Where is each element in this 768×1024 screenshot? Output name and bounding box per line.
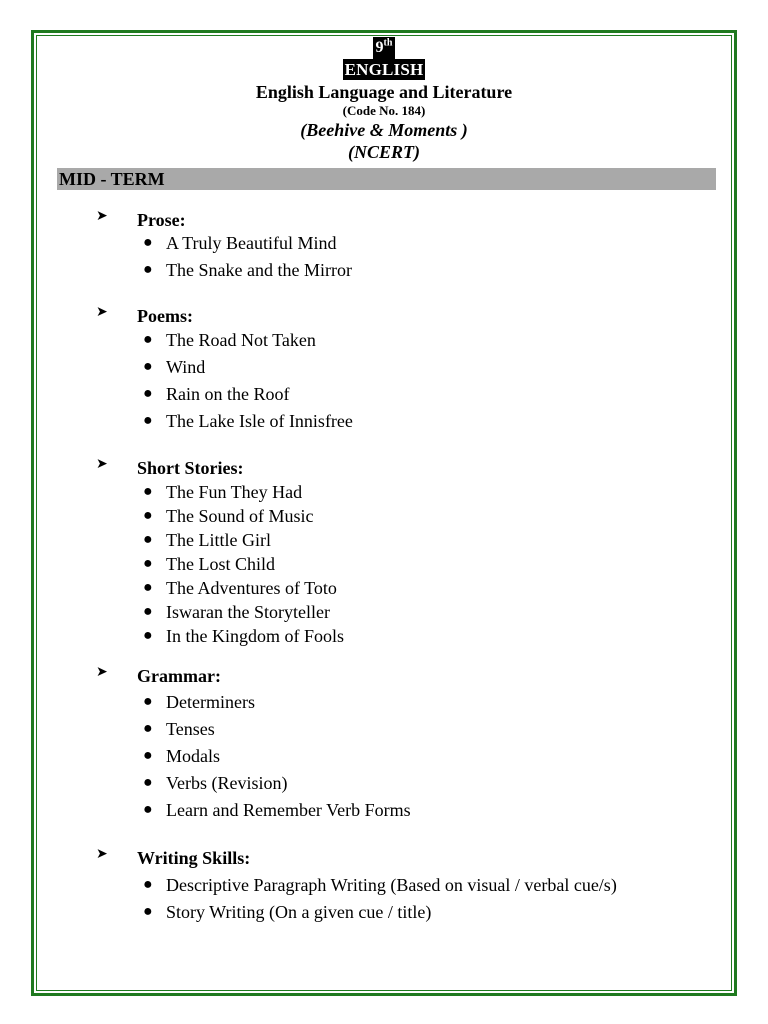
arrow-bullet-icon: ➤ xyxy=(96,847,108,862)
list-item xyxy=(0,691,768,718)
arrow-bullet-icon: ➤ xyxy=(96,665,108,680)
section-title: Prose: xyxy=(137,210,186,230)
list-item xyxy=(0,383,768,410)
list-item xyxy=(0,356,768,383)
class-badge xyxy=(373,37,396,59)
bullet-icon: ● xyxy=(143,555,153,572)
list-item-text: Tenses xyxy=(166,719,215,739)
list-item-text: The Snake and the Mirror xyxy=(166,260,352,280)
section-title: Grammar: xyxy=(137,666,221,686)
list-item xyxy=(0,481,768,505)
list-item-text: In the Kingdom of Fools xyxy=(166,626,344,646)
term-heading: MID - TERM xyxy=(57,168,716,190)
bullet-icon: ● xyxy=(143,903,153,920)
arrow-bullet-icon: ➤ xyxy=(96,209,108,224)
list-item-text: The Adventures of Toto xyxy=(166,578,337,598)
list-item-text: The Fun They Had xyxy=(166,482,303,502)
list-item xyxy=(0,259,768,281)
course-title: English Language and Literature xyxy=(255,82,513,102)
list-item-text: Verbs (Revision) xyxy=(166,773,288,793)
list-item xyxy=(0,410,768,432)
section-title: Writing Skills: xyxy=(137,848,251,868)
bullet-icon: ● xyxy=(143,603,153,620)
bullet-icon: ● xyxy=(143,876,153,893)
bullet-icon: ● xyxy=(143,507,153,524)
bullet-icon: ● xyxy=(143,693,153,710)
section-title: Poems: xyxy=(137,306,193,326)
list-item xyxy=(0,799,768,821)
bullet-icon: ● xyxy=(143,627,153,644)
class-suffix: th xyxy=(383,37,393,49)
list-item-text: Rain on the Roof xyxy=(166,384,290,404)
list-item-text: Descriptive Paragraph Writing (Based on visual / verbal cue/s) xyxy=(166,875,617,895)
subject-badge: ENGLISH xyxy=(344,60,424,79)
list-item-text: Wind xyxy=(166,357,206,377)
list-item-text: Learn and Remember Verb Forms xyxy=(166,800,411,820)
list-item xyxy=(0,232,768,259)
list-item xyxy=(0,529,768,553)
section-poems xyxy=(0,305,768,432)
section-short-stories xyxy=(0,457,768,647)
bullet-icon: ● xyxy=(143,358,153,375)
board-name: (NCERT) xyxy=(348,142,420,162)
section-grammar xyxy=(0,665,768,821)
bullet-icon: ● xyxy=(143,234,153,251)
section-title: Short Stories: xyxy=(137,458,244,478)
arrow-bullet-icon: ➤ xyxy=(96,305,108,320)
bullet-icon: ● xyxy=(143,331,153,348)
list-item-text: The Lost Child xyxy=(166,554,275,574)
list-item-text: Iswaran the Storyteller xyxy=(166,602,330,622)
bullet-icon: ● xyxy=(143,720,153,737)
list-item xyxy=(0,772,768,799)
list-item-text: Modals xyxy=(166,746,220,766)
bullet-icon: ● xyxy=(143,531,153,548)
list-item-text: Determiners xyxy=(166,692,255,712)
list-item-text: The Sound of Music xyxy=(166,506,314,526)
bullet-icon: ● xyxy=(143,385,153,402)
class-number: 9 xyxy=(375,39,384,56)
list-item xyxy=(0,745,768,772)
list-item xyxy=(0,718,768,745)
list-item-text: Story Writing (On a given cue / title) xyxy=(166,902,432,922)
textbook-names: (Beehive & Moments ) xyxy=(300,120,468,140)
section-prose xyxy=(0,209,768,281)
bullet-icon: ● xyxy=(143,579,153,596)
list-item xyxy=(0,901,768,923)
list-item xyxy=(0,505,768,529)
list-item xyxy=(0,329,768,356)
bullet-icon: ● xyxy=(143,412,153,429)
bullet-icon: ● xyxy=(143,261,153,278)
bullet-icon: ● xyxy=(143,747,153,764)
bullet-icon: ● xyxy=(143,774,153,791)
list-item-text: The Lake Isle of Innisfree xyxy=(166,411,353,431)
list-item xyxy=(0,577,768,601)
list-item xyxy=(0,553,768,577)
document-header xyxy=(0,37,768,163)
list-item-text: The Road Not Taken xyxy=(166,330,316,350)
bullet-icon: ● xyxy=(143,483,153,500)
list-item xyxy=(0,625,768,647)
bullet-icon: ● xyxy=(143,801,153,818)
arrow-bullet-icon: ➤ xyxy=(96,457,108,472)
list-item-text: The Little Girl xyxy=(166,530,271,550)
section-writing-skills xyxy=(0,847,768,923)
course-code: (Code No. 184) xyxy=(342,103,426,118)
list-item xyxy=(0,601,768,625)
list-item xyxy=(0,874,768,901)
list-item-text: A Truly Beautiful Mind xyxy=(166,233,337,253)
